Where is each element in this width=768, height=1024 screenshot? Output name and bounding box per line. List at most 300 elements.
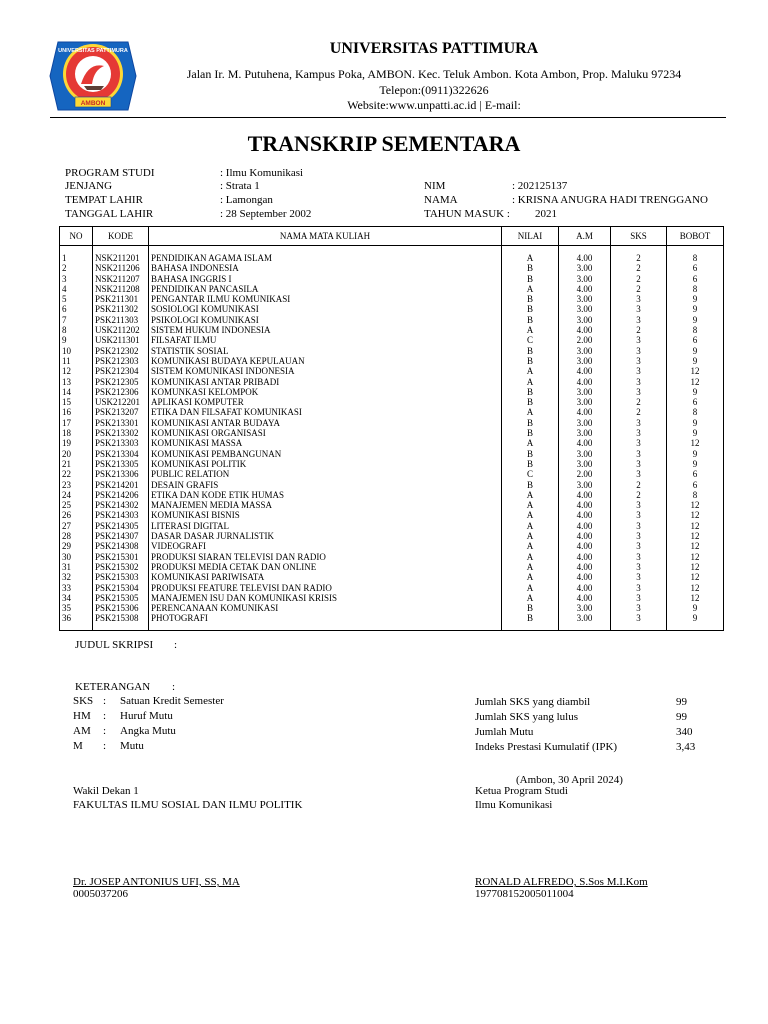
credits: 3 <box>611 572 667 582</box>
row-no: 18 <box>60 428 93 438</box>
row-no: 8 <box>60 325 93 335</box>
grade-letter: B <box>502 449 559 459</box>
row-no: 33 <box>60 583 93 593</box>
course-name: PRODUKSI MEDIA CETAK DAN ONLINE <box>149 562 502 572</box>
course-name: PENDIDIKAN PANCASILA <box>149 284 502 294</box>
table-row <box>60 377 724 387</box>
table-row <box>60 438 724 448</box>
grade-point: 3.00 <box>559 480 611 490</box>
legend-colon: : <box>103 740 107 752</box>
right-signer-id: 197708152005011004 <box>475 888 574 900</box>
row-no: 2 <box>60 263 93 273</box>
table-row <box>60 469 724 479</box>
jenjang-label: JENJANG <box>65 180 113 192</box>
university-phone: Telepon:(0911)322626 <box>379 83 489 97</box>
nim-label: NIM <box>424 180 446 192</box>
grade-letter: A <box>502 377 559 387</box>
weight: 9 <box>667 315 724 325</box>
course-name: KOMUNIKASI ORGANISASI <box>149 428 502 438</box>
row-no: 1 <box>60 253 93 263</box>
table-row <box>60 562 724 572</box>
grade-point: 4.00 <box>559 284 611 294</box>
weight: 6 <box>667 480 724 490</box>
right-signer-name: RONALD ALFREDO, S.Sos M.I.Kom <box>475 876 648 888</box>
credits: 3 <box>611 315 667 325</box>
weight: 8 <box>667 325 724 335</box>
grade-point: 3.00 <box>559 428 611 438</box>
header-divider <box>50 117 726 118</box>
weight: 6 <box>667 274 724 284</box>
credits: 3 <box>611 335 667 345</box>
table-row <box>60 304 724 314</box>
grade-point: 3.00 <box>559 294 611 304</box>
course-code: PSK215308 <box>93 613 149 623</box>
table-row <box>60 510 724 520</box>
header-kode: KODE <box>93 227 149 246</box>
tahun-masuk-label: TAHUN MASUK : <box>424 208 510 220</box>
row-no: 4 <box>60 284 93 294</box>
document-title: TRANSKRIP SEMENTARA <box>247 131 521 156</box>
grade-letter: A <box>502 438 559 448</box>
course-name: STATISTIK SOSIAL <box>149 346 502 356</box>
credits: 3 <box>611 500 667 510</box>
course-code: NSK211206 <box>93 263 149 273</box>
grade-letter: B <box>502 613 559 623</box>
credits: 2 <box>611 253 667 263</box>
weight: 6 <box>667 397 724 407</box>
grade-point: 4.00 <box>559 490 611 500</box>
grade-point: 3.00 <box>559 315 611 325</box>
tanggal-lahir-label: TANGGAL LAHIR <box>65 208 154 220</box>
course-code: NSK211201 <box>93 253 149 263</box>
credits: 2 <box>611 263 667 273</box>
course-code: PSK215306 <box>93 603 149 613</box>
course-name: KOMUNIKASI PEMBANGUNAN <box>149 449 502 459</box>
course-code: PSK214307 <box>93 531 149 541</box>
credits: 3 <box>611 418 667 428</box>
credits: 3 <box>611 562 667 572</box>
university-name: UNIVERSITAS PATTIMURA <box>329 40 539 57</box>
course-name: FILSAFAT ILMU <box>149 335 502 345</box>
course-name: KOMUNIKASI PARIWISATA <box>149 572 502 582</box>
course-code: PSK214206 <box>93 490 149 500</box>
table-row <box>60 407 724 417</box>
grade-point: 4.00 <box>559 552 611 562</box>
weight: 12 <box>667 521 724 531</box>
header-am: A.M <box>559 227 611 246</box>
course-name: DESAIN GRAFIS <box>149 480 502 490</box>
weight: 9 <box>667 428 724 438</box>
course-name: KOMUNIKASI BUDAYA KEPULAUAN <box>149 356 502 366</box>
course-code: PSK215301 <box>93 552 149 562</box>
course-name: PENGANTAR ILMU KOMUNIKASI <box>149 294 502 304</box>
row-no: 16 <box>60 407 93 417</box>
course-name: PRODUKSI SIARAN TELEVISI DAN RADIO <box>149 552 502 562</box>
credits: 3 <box>611 366 667 376</box>
course-name: BAHASA INGGRIS I <box>149 274 502 284</box>
course-name: SISTEM KOMUNIKASI INDONESIA <box>149 366 502 376</box>
weight: 12 <box>667 377 724 387</box>
course-code: PSK213306 <box>93 469 149 479</box>
table-row <box>60 356 724 366</box>
grade-letter: A <box>502 500 559 510</box>
credits: 3 <box>611 521 667 531</box>
row-no: 15 <box>60 397 93 407</box>
course-code: PSK214302 <box>93 500 149 510</box>
course-name: KOMUNKASI KELOMPOK <box>149 387 502 397</box>
grade-point: 3.00 <box>559 397 611 407</box>
grade-point: 3.00 <box>559 459 611 469</box>
row-no: 17 <box>60 418 93 428</box>
grade-letter: A <box>502 253 559 263</box>
credits: 3 <box>611 449 667 459</box>
grade-point: 3.00 <box>559 274 611 284</box>
grade-point: 3.00 <box>559 263 611 273</box>
header-sks: SKS <box>611 227 667 246</box>
course-code: USK211301 <box>93 335 149 345</box>
credits: 2 <box>611 274 667 284</box>
credits: 3 <box>611 541 667 551</box>
credits: 3 <box>611 356 667 366</box>
university-logo <box>48 38 138 114</box>
grade-letter: A <box>502 284 559 294</box>
grade-letter: B <box>502 387 559 397</box>
grade-letter: A <box>502 366 559 376</box>
course-code: PSK214305 <box>93 521 149 531</box>
table-row <box>60 541 724 551</box>
table-row <box>60 284 724 294</box>
credits: 3 <box>611 346 667 356</box>
course-code: USK211202 <box>93 325 149 335</box>
judul-skripsi-colon: : <box>174 639 178 651</box>
university-address: Jalan Ir. M. Putuhena, Kampus Poka, AMBON. Kec. Teluk Ambon. Kota Ambon, Prop. Maluku 97234 <box>186 67 682 81</box>
row-no: 3 <box>60 274 93 284</box>
grade-point: 4.00 <box>559 531 611 541</box>
left-signer-name: Dr. JOSEP ANTONIUS UFI, SS, MA <box>73 876 240 888</box>
course-code: PSK212306 <box>93 387 149 397</box>
grade-point: 3.00 <box>559 603 611 613</box>
row-no: 29 <box>60 541 93 551</box>
row-no: 7 <box>60 315 93 325</box>
course-name: PRODUKSI FEATURE TELEVISI DAN RADIO <box>149 583 502 593</box>
course-code: PSK213305 <box>93 459 149 469</box>
table-row <box>60 346 724 356</box>
table-row <box>60 335 724 345</box>
legend-colon: : <box>103 725 107 737</box>
credits: 3 <box>611 377 667 387</box>
grade-point: 4.00 <box>559 407 611 417</box>
course-code: PSK215303 <box>93 572 149 582</box>
weight: 9 <box>667 356 724 366</box>
credits: 3 <box>611 459 667 469</box>
place-date: (Ambon, 30 April 2024) <box>516 774 623 786</box>
keterangan-colon: : <box>172 681 176 693</box>
grade-letter: A <box>502 572 559 582</box>
weight: 12 <box>667 531 724 541</box>
header-bobot: BOBOT <box>667 227 724 246</box>
row-no: 22 <box>60 469 93 479</box>
table-row <box>60 521 724 531</box>
weight: 9 <box>667 294 724 304</box>
grade-point: 3.00 <box>559 613 611 623</box>
keterangan-label: KETERANGAN <box>75 681 151 693</box>
course-name: KOMUNIKASI BISNIS <box>149 510 502 520</box>
row-no: 11 <box>60 356 93 366</box>
course-code: PSK212304 <box>93 366 149 376</box>
grade-letter: B <box>502 356 559 366</box>
row-no: 24 <box>60 490 93 500</box>
course-name: DASAR DASAR JURNALISTIK <box>149 531 502 541</box>
row-no: 5 <box>60 294 93 304</box>
course-name: SOSIOLOGI KOMUNIKASI <box>149 304 502 314</box>
grade-letter: B <box>502 304 559 314</box>
tahun-masuk-value: 2021 <box>535 208 557 220</box>
grade-point: 4.00 <box>559 583 611 593</box>
weight: 9 <box>667 459 724 469</box>
grade-point: 4.00 <box>559 541 611 551</box>
grade-letter: A <box>502 583 559 593</box>
credits: 2 <box>611 325 667 335</box>
course-code: PSK214308 <box>93 541 149 551</box>
svg-text:AMBON: AMBON <box>80 100 106 107</box>
table-row <box>60 428 724 438</box>
weight: 9 <box>667 613 724 623</box>
credits: 3 <box>611 428 667 438</box>
grade-letter: A <box>502 521 559 531</box>
summary-label: Jumlah SKS yang diambil <box>475 696 591 708</box>
summary-value: 3,43 <box>676 741 696 753</box>
svg-text:UNIVERSITAS PATTIMURA: UNIVERSITAS PATTIMURA <box>58 48 128 54</box>
table-row <box>60 572 724 582</box>
grade-letter: C <box>502 335 559 345</box>
grade-letter: B <box>502 459 559 469</box>
grade-letter: B <box>502 346 559 356</box>
left-signer-faculty: FAKULTAS ILMU SOSIAL DAN ILMU POLITIK <box>73 799 303 811</box>
left-signer-id: 0005037206 <box>73 888 128 900</box>
row-no: 34 <box>60 593 93 603</box>
grade-letter: B <box>502 294 559 304</box>
row-no: 6 <box>60 304 93 314</box>
credits: 3 <box>611 304 667 314</box>
table-header-row <box>60 227 724 246</box>
grade-letter: B <box>502 315 559 325</box>
credits: 3 <box>611 583 667 593</box>
grade-point: 4.00 <box>559 366 611 376</box>
row-no: 13 <box>60 377 93 387</box>
header-nama-mata-kuliah: NAMA MATA KULIAH <box>149 227 502 246</box>
grade-point: 3.00 <box>559 449 611 459</box>
course-code: PSK213207 <box>93 407 149 417</box>
row-no: 30 <box>60 552 93 562</box>
grade-letter: A <box>502 490 559 500</box>
weight: 12 <box>667 510 724 520</box>
table-row <box>60 613 724 623</box>
weight: 12 <box>667 438 724 448</box>
grade-point: 4.00 <box>559 572 611 582</box>
credits: 3 <box>611 552 667 562</box>
weight: 8 <box>667 490 724 500</box>
weight: 12 <box>667 583 724 593</box>
weight: 8 <box>667 253 724 263</box>
table-row <box>60 459 724 469</box>
course-name: PSIKOLOGI KOMUNIKASI <box>149 315 502 325</box>
weight: 8 <box>667 407 724 417</box>
table-row <box>60 490 724 500</box>
table-row <box>60 603 724 613</box>
jenjang-value: : Strata 1 <box>220 180 260 192</box>
table-row <box>60 274 724 284</box>
weight: 8 <box>667 284 724 294</box>
course-code: PSK213301 <box>93 418 149 428</box>
credits: 3 <box>611 603 667 613</box>
tempat-lahir-value: : Lamongan <box>220 194 273 206</box>
table-row <box>60 294 724 304</box>
course-code: PSK211302 <box>93 304 149 314</box>
course-code: PSK215302 <box>93 562 149 572</box>
course-name: KOMUNIKASI ANTAR BUDAYA <box>149 418 502 428</box>
credits: 2 <box>611 490 667 500</box>
grade-letter: A <box>502 510 559 520</box>
nim-value: : 202125137 <box>512 180 568 192</box>
summary-label: Jumlah SKS yang lulus <box>475 711 578 723</box>
header-no: NO <box>60 227 93 246</box>
row-no: 14 <box>60 387 93 397</box>
table-row <box>60 366 724 376</box>
course-name: SISTEM HUKUM INDONESIA <box>149 325 502 335</box>
table-row <box>60 397 724 407</box>
weight: 12 <box>667 366 724 376</box>
weight: 9 <box>667 304 724 314</box>
right-signer-title: Ketua Program Studi <box>475 785 568 797</box>
weight: 6 <box>667 335 724 345</box>
weight: 12 <box>667 552 724 562</box>
row-no: 32 <box>60 572 93 582</box>
weight: 12 <box>667 562 724 572</box>
row-no: 10 <box>60 346 93 356</box>
course-code: USK212201 <box>93 397 149 407</box>
credits: 3 <box>611 438 667 448</box>
course-name: PUBLIC RELATION <box>149 469 502 479</box>
grade-point: 3.00 <box>559 304 611 314</box>
course-name: LITERASI DIGITAL <box>149 521 502 531</box>
grade-point: 4.00 <box>559 253 611 263</box>
legend-colon: : <box>103 710 107 722</box>
weight: 12 <box>667 541 724 551</box>
weight: 6 <box>667 469 724 479</box>
row-no: 31 <box>60 562 93 572</box>
course-name: MANAJEMEN ISU DAN KOMUNIKASI KRISIS <box>149 593 502 603</box>
grade-letter: B <box>502 263 559 273</box>
summary-value: 99 <box>676 711 687 723</box>
grade-letter: A <box>502 407 559 417</box>
course-name: PHOTOGRAFI <box>149 613 502 623</box>
course-code: PSK212303 <box>93 356 149 366</box>
course-name: PERENCANAAN KOMUNIKASI <box>149 603 502 613</box>
course-name: BAHASA INDONESIA <box>149 263 502 273</box>
grade-letter: B <box>502 397 559 407</box>
course-code: PSK211301 <box>93 294 149 304</box>
row-no: 23 <box>60 480 93 490</box>
table-row <box>60 449 724 459</box>
grade-point: 3.00 <box>559 387 611 397</box>
course-name: KOMUNIKASI POLITIK <box>149 459 502 469</box>
legend-abbr: HM <box>73 710 91 722</box>
credits: 3 <box>611 469 667 479</box>
legend-abbr: M <box>73 740 83 752</box>
summary-value: 340 <box>676 726 693 738</box>
grade-point: 3.00 <box>559 418 611 428</box>
grade-point: 4.00 <box>559 510 611 520</box>
table-row <box>60 552 724 562</box>
legend-abbr: AM <box>73 725 91 737</box>
grade-letter: B <box>502 274 559 284</box>
course-name: KOMUNIKASI ANTAR PRIBADI <box>149 377 502 387</box>
grade-letter: A <box>502 552 559 562</box>
row-no: 27 <box>60 521 93 531</box>
table-row <box>60 531 724 541</box>
course-name: ETIKA DAN KODE ETIK HUMAS <box>149 490 502 500</box>
row-no: 12 <box>60 366 93 376</box>
weight: 9 <box>667 387 724 397</box>
grade-point: 4.00 <box>559 500 611 510</box>
table-row <box>60 500 724 510</box>
grade-letter: C <box>502 469 559 479</box>
row-no: 26 <box>60 510 93 520</box>
grade-point: 3.00 <box>559 346 611 356</box>
row-no: 35 <box>60 603 93 613</box>
table-row <box>60 315 724 325</box>
credits: 3 <box>611 531 667 541</box>
credits: 2 <box>611 407 667 417</box>
table-row <box>60 480 724 490</box>
table-row <box>60 593 724 603</box>
row-no: 25 <box>60 500 93 510</box>
legend-desc: Satuan Kredit Semester <box>120 695 224 707</box>
grade-point: 4.00 <box>559 562 611 572</box>
course-name: MANAJEMEN MEDIA MASSA <box>149 500 502 510</box>
grade-point: 4.00 <box>559 325 611 335</box>
legend-abbr: SKS <box>73 695 94 707</box>
grade-point: 2.00 <box>559 469 611 479</box>
grade-letter: A <box>502 531 559 541</box>
course-name: KOMUNIKASI MASSA <box>149 438 502 448</box>
grade-letter: A <box>502 593 559 603</box>
course-code: PSK213303 <box>93 438 149 448</box>
row-no: 9 <box>60 335 93 345</box>
course-code: PSK212305 <box>93 377 149 387</box>
course-name: ETIKA DAN FILSAFAT KOMUNIKASI <box>149 407 502 417</box>
summary-label: Jumlah Mutu <box>475 726 534 738</box>
grade-point: 3.00 <box>559 356 611 366</box>
weight: 9 <box>667 449 724 459</box>
nama-value: : KRISNA ANUGRA HADI TRENGGANO <box>512 194 708 206</box>
header-nilai: NILAI <box>502 227 559 246</box>
grade-letter: B <box>502 418 559 428</box>
row-no: 21 <box>60 459 93 469</box>
grade-point: 4.00 <box>559 377 611 387</box>
row-no: 20 <box>60 449 93 459</box>
university-website: Website:www.unpatti.ac.id | E-mail: <box>347 98 521 112</box>
summary-value: 99 <box>676 696 687 708</box>
weight: 9 <box>667 346 724 356</box>
course-name: APLIKASI KOMPUTER <box>149 397 502 407</box>
tanggal-lahir-value: : 28 September 2002 <box>220 208 312 220</box>
course-code: NSK211208 <box>93 284 149 294</box>
grade-point: 4.00 <box>559 521 611 531</box>
table-row <box>60 418 724 428</box>
credits: 2 <box>611 284 667 294</box>
table-row <box>60 253 724 263</box>
